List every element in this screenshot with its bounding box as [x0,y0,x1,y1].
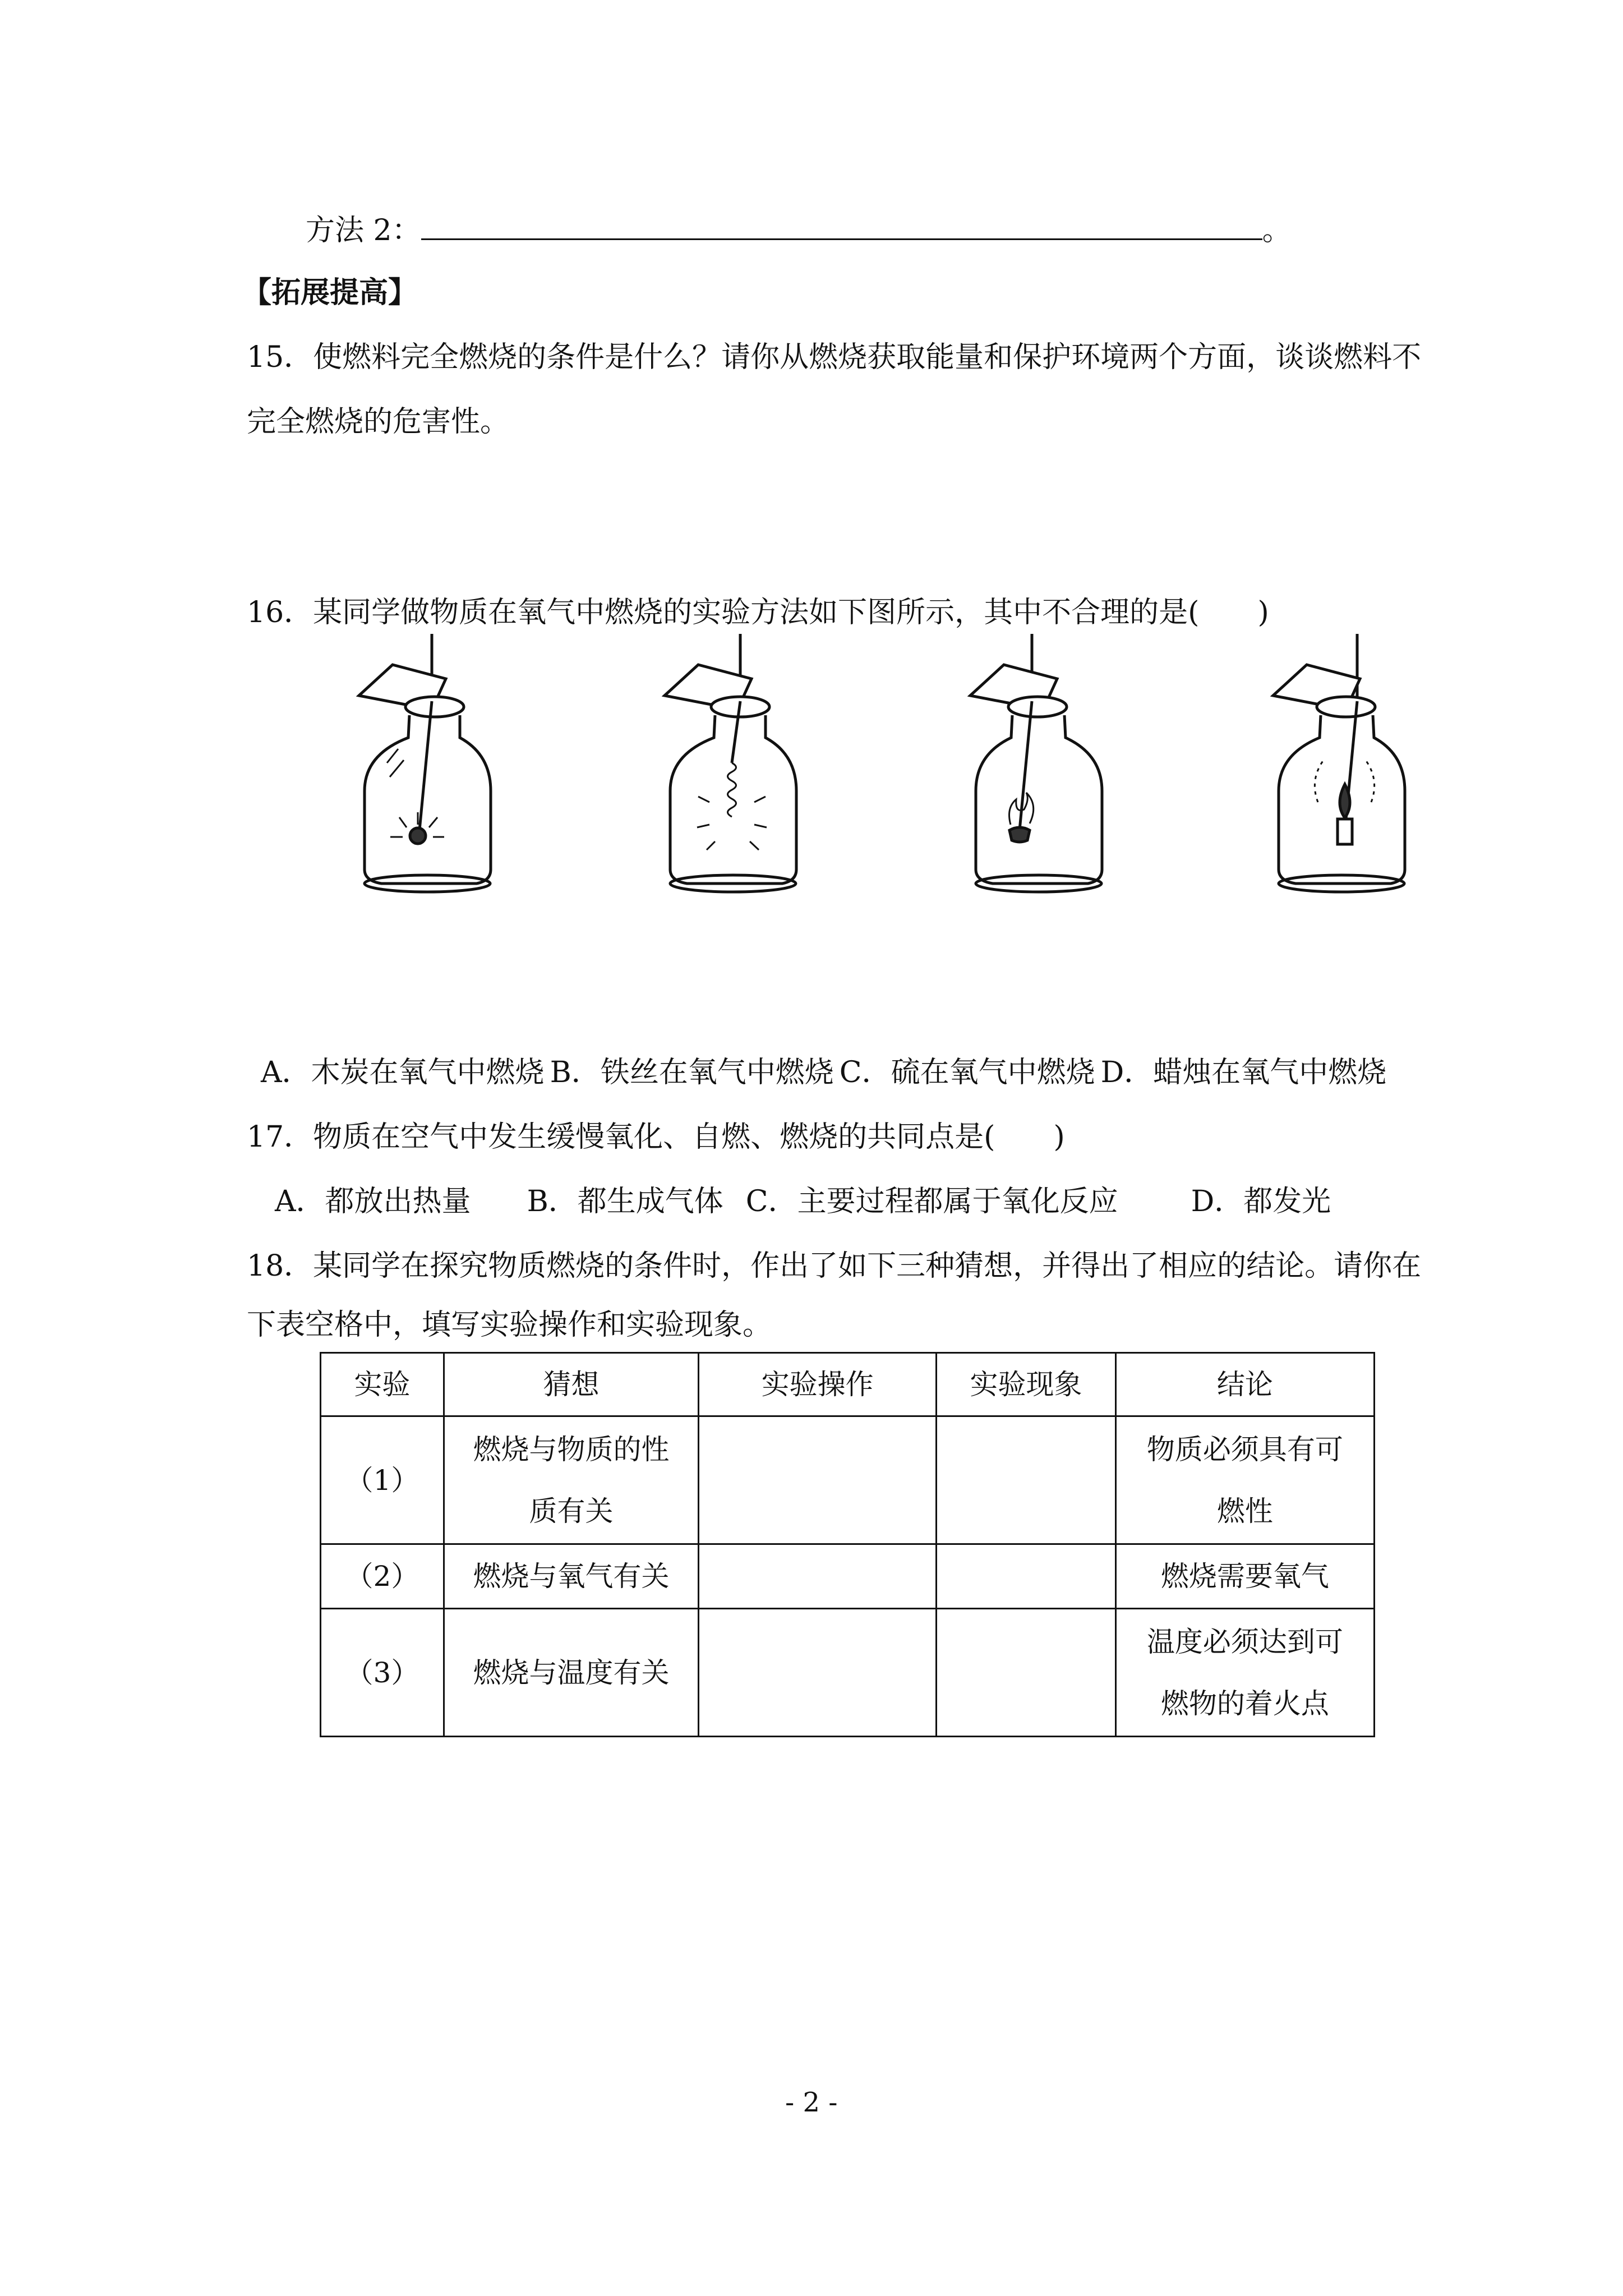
row-conclusion [1115,1609,1374,1737]
q16-option-a[interactable]: A．木炭在氧气中燃烧 [261,1056,545,1089]
row-observation-cell[interactable] [937,1544,1115,1609]
q17-stem: 17．物质在空气中发生缓慢氧化、自燃、燃烧的共同点是( ) [247,1120,1065,1154]
q17-option-b[interactable]: B．都生成气体 [527,1185,723,1218]
table-row [321,1416,1375,1544]
q18-line1: 18．某同学在探究物质燃烧的条件时，作出了如下三种猜想，并得出了相应的结论。请你在 [247,1249,1422,1283]
row-conclusion-line: 物质必须具有可 [1146,1433,1343,1466]
page-number: - 2 - [785,2087,838,2118]
figure-charcoal-jar [348,634,510,898]
row-guess: 燃烧与温度有关 [444,1609,698,1737]
row-guess: 燃烧与氧气有关 [444,1544,698,1609]
figure-candle-jar [1262,634,1424,898]
row-id: （2） [321,1544,444,1609]
q17-option-a[interactable]: A．都放出热量 [275,1185,471,1218]
row-conclusion-line: 温度必须达到可 [1146,1625,1343,1658]
row-conclusion: 燃烧需要氧气 [1115,1544,1374,1609]
row-observation-cell[interactable] [937,1609,1115,1737]
q15-line1: 15．使燃料完全燃烧的条件是什么？请你从燃烧获取能量和保护环境两个方面，谈谈燃料不 [247,341,1422,374]
row-observation-cell[interactable] [937,1416,1115,1544]
header-conclusion: 结论 [1115,1353,1374,1416]
table-header-row [321,1353,1375,1416]
header-experiment: 实验 [321,1353,444,1416]
method2-line [306,210,1292,249]
row-id: （3） [321,1609,444,1737]
header-guess: 猜想 [444,1353,698,1416]
row-operation-cell[interactable] [699,1609,937,1737]
row-conclusion [1115,1416,1374,1544]
q17-option-d[interactable]: D．都发光 [1191,1185,1331,1218]
method2-label: 方法 2： [306,214,421,247]
header-observation: 实验现象 [937,1353,1115,1416]
q17-options [275,1184,1336,1220]
table-row [321,1544,1375,1609]
row-conclusion-line: 燃物的着火点 [1160,1687,1329,1720]
table-row [321,1609,1375,1737]
row-operation-cell[interactable] [699,1544,937,1609]
header-operation: 实验操作 [699,1353,937,1416]
experiment-table [320,1352,1375,1737]
row-guess-line: 质有关 [529,1494,614,1527]
q15-line2: 完全燃烧的危害性。 [247,405,510,439]
q16-stem: 16．某同学做物质在氧气中燃烧的实验方法如下图所示，其中不合理的是( ) [247,596,1269,629]
method2-answer-blank[interactable] [421,210,1262,240]
q16-option-d[interactable]: D．蜡烛在氧气中燃烧 [1100,1056,1387,1089]
row-operation-cell[interactable] [699,1416,937,1544]
q16-option-b[interactable]: B．铁丝在氧气中燃烧 [550,1056,834,1089]
row-id: （1） [321,1416,444,1544]
q16-option-c[interactable]: C．硫在氧气中燃烧 [839,1056,1095,1089]
q16-options [261,1055,1392,1091]
figure-sulfur-jar [959,634,1122,898]
method2-end: 。 [1262,214,1292,247]
row-guess-line: 燃烧与物质的性 [473,1433,670,1466]
q17-option-c[interactable]: C．主要过程都属于氧化反应 [745,1185,1118,1218]
row-conclusion-line: 燃性 [1216,1494,1273,1527]
section-title: 【拓展提高】 [242,275,418,310]
q18-line2: 下表空格中，填写实验操作和实验现象。 [247,1308,772,1342]
figure-iron-wire-jar [653,634,816,898]
row-guess [444,1416,698,1544]
q16-figures [348,634,1402,898]
